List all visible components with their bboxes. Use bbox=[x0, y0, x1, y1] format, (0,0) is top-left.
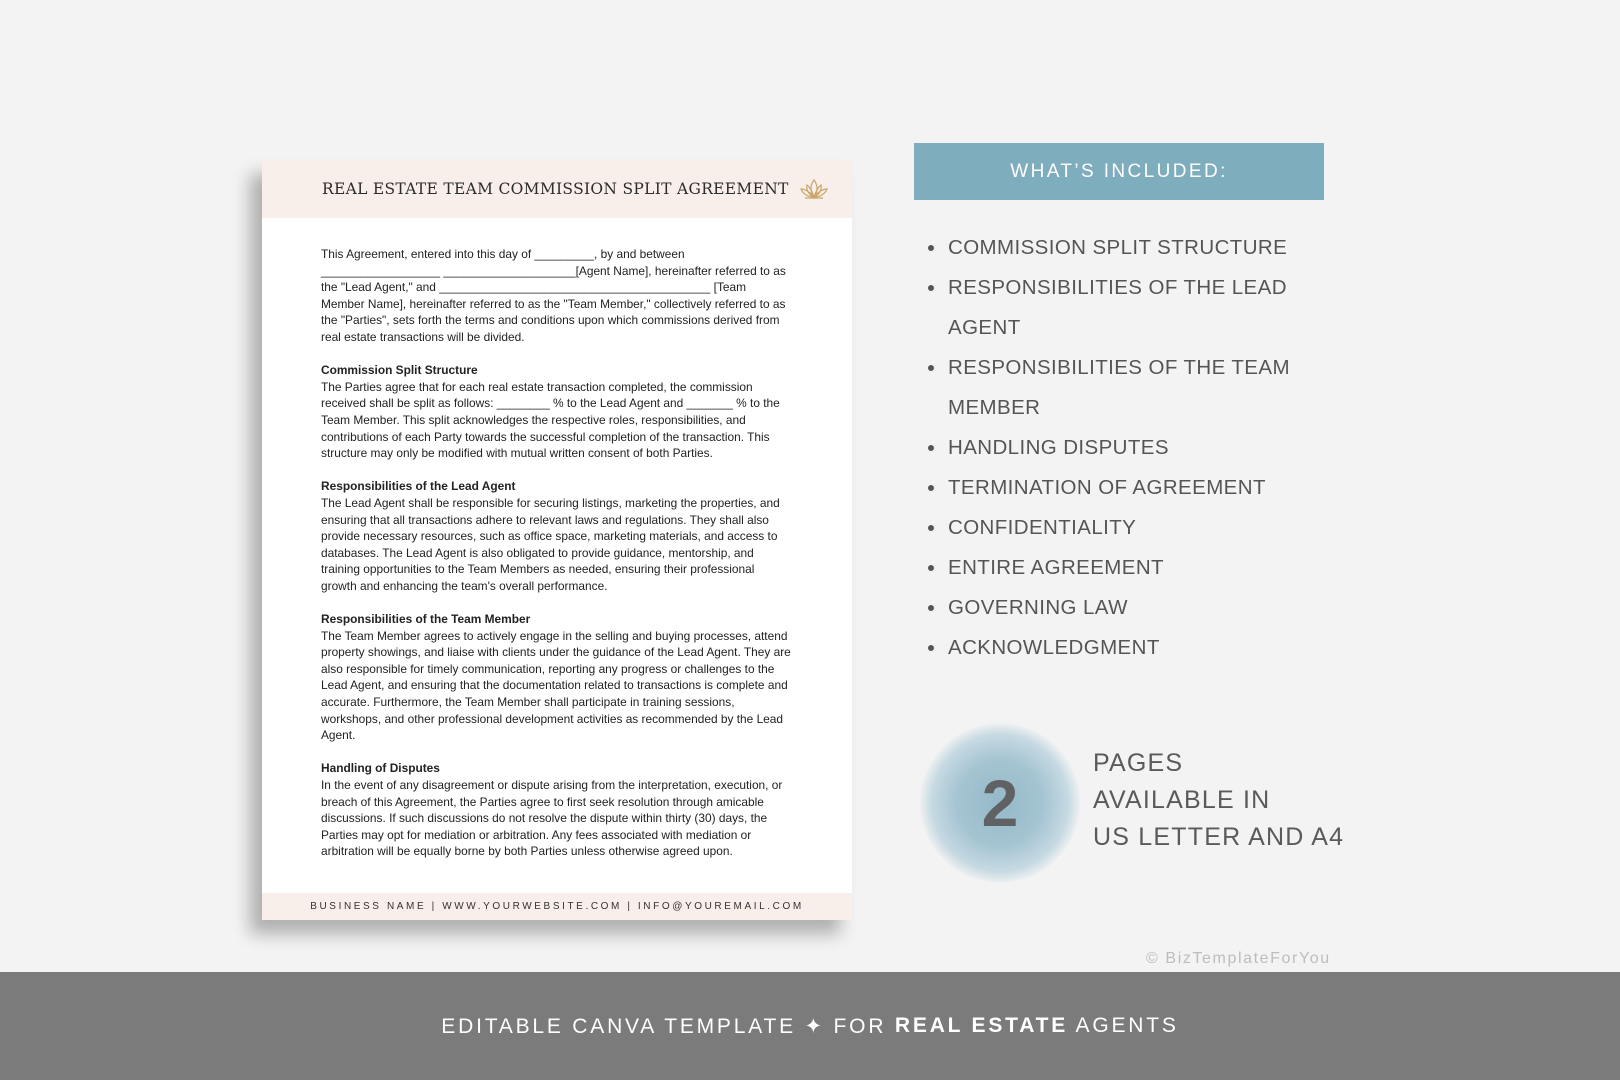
lotus-icon bbox=[799, 177, 829, 201]
document-title: REAL ESTATE TEAM COMMISSION SPLIT AGREEMENT bbox=[322, 180, 789, 198]
pages-label: PAGES bbox=[1093, 749, 1184, 777]
list-item: TERMINATION OF AGREEMENT bbox=[928, 468, 1348, 508]
section-text: The Parties agree that for each real estate transaction completed, the commission received shall be split as follows: ________ % to the Lead Agent and _______ % to the Team Member. This split acknowledges the respective roles, responsibilities, and contributions of each Party towards the successful completion of the transaction. This structure may only be modified with mutual written consent of both Parties. bbox=[321, 379, 780, 461]
document-intro: This Agreement, entered into this day of _________, by and between __________________ ____________________[Agent Name], hereinafter referred to as the "Lead Agent," and _________________________________________ [Team Member Name], hereinafter referred to as the "Team Member," collectively referred to as the "Parties", sets forth the terms and conditions upon which commissions derived from real estate transactions will be divided. bbox=[321, 247, 786, 344]
page-count-badge bbox=[920, 723, 1080, 883]
document-body bbox=[262, 218, 852, 860]
section-text: In the event of any disagreement or dispute arising from the interpretation, execution, or breach of this Agreement, the Parties agree to first seek resolution through amicable discussions. If such discussions do not resolve the dispute within thirty (30) days, the Parties may opt for mediation or arbitration. Any fees associated with mediation or arbitration will be equally borne by both Parties unless otherwise agreed upon. bbox=[321, 778, 783, 859]
footer-banner bbox=[0, 972, 1620, 1080]
list-item: GOVERNING LAW bbox=[928, 588, 1348, 628]
availability-label: AVAILABLE IN bbox=[1093, 786, 1271, 814]
section-title: Handling of Disputes bbox=[321, 761, 440, 776]
pages-info bbox=[1093, 745, 1344, 856]
list-item: COMMISSION SPLIT STRUCTURE bbox=[928, 228, 1348, 268]
document-footer: BUSINESS NAME | WWW.YOURWEBSITE.COM | INFO@YOUREMAIL.COM bbox=[262, 893, 852, 920]
document-section bbox=[321, 478, 792, 594]
list-item: RESPONSIBILITIES OF THE TEAM MEMBER bbox=[928, 348, 1348, 428]
document-header bbox=[262, 160, 852, 218]
list-item: CONFIDENTIALITY bbox=[928, 508, 1348, 548]
section-text: The Team Member agrees to actively engage in the selling and buying processes, attend property showings, and liaise with clients under the guidance of the Lead Agent. They are also responsible for timely communication, reporting any progress or challenges to the Lead Agent, and ensuring that the documentation related to transactions is complete and accurate. Furthermore, the Team Member shall participate in training sessions, workshops, and other professional development activities as recommended by the Lead Agent. bbox=[321, 628, 791, 743]
list-item: RESPONSIBILITIES OF THE LEAD AGENT bbox=[928, 268, 1348, 348]
page-count: 2 bbox=[981, 766, 1019, 840]
document-section bbox=[321, 760, 792, 860]
agreement-document bbox=[262, 160, 852, 920]
banner-highlight: REAL ESTATE bbox=[894, 1014, 1069, 1037]
document-section bbox=[321, 611, 792, 744]
list-item: ENTIRE AGREEMENT bbox=[928, 548, 1348, 588]
included-list bbox=[928, 228, 1348, 668]
included-header: WHAT’S INCLUDED: bbox=[914, 143, 1324, 200]
document-section bbox=[321, 362, 792, 462]
copyright-text: © BizTemplateForYou bbox=[1146, 950, 1331, 967]
section-title: Commission Split Structure bbox=[321, 363, 478, 378]
formats-label: US LETTER AND A4 bbox=[1093, 823, 1345, 851]
banner-text-end: AGENTS bbox=[1068, 1014, 1179, 1037]
list-item: ACKNOWLEDGMENT bbox=[928, 628, 1348, 668]
section-title: Responsibilities of the Team Member bbox=[321, 612, 531, 627]
list-item: HANDLING DISPUTES bbox=[928, 428, 1348, 468]
section-text: The Lead Agent shall be responsible for securing listings, marketing the properties, and ensuring that all transactions adhere to relevant laws and regulations. They shall also provide necessary resources, such as office space, marketing materials, and access to databases. The Lead Agent is also obligated to provide guidance, mentorship, and training opportunities to the Team Members as needed, ensuring their professional growth and enhancing the team's overall performance. bbox=[321, 495, 780, 593]
section-title: Responsibilities of the Lead Agent bbox=[321, 479, 516, 494]
banner-text: EDITABLE CANVA TEMPLATE ✦ FOR bbox=[441, 1014, 895, 1038]
